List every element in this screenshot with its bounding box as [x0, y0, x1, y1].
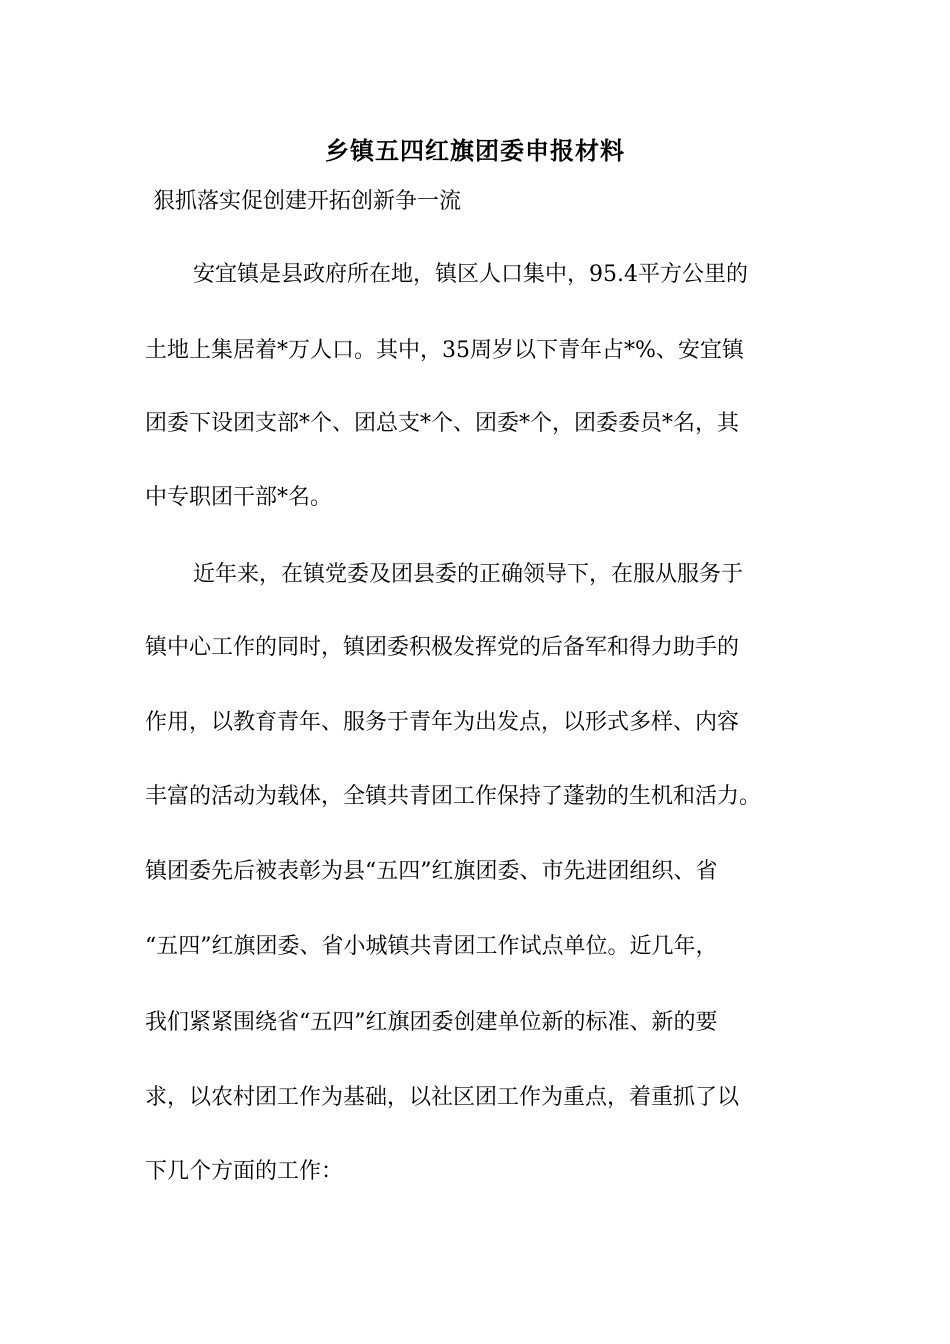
paragraph-line: 镇中心工作的同时，镇团委积极发挥党的后备军和得力助手的: [145, 635, 740, 660]
paragraph-line: 镇团委先后被表彰为县“五四”红旗团委、市先进团组织、省: [145, 859, 718, 884]
paragraph-line: “五四”红旗团委、省小城镇共青团工作试点单位。近几年，: [145, 934, 718, 959]
paragraph-line: 求，以农村团工作为基础，以社区团工作为重点，着重抓了以: [145, 1085, 740, 1110]
paragraph-line: 中专职团干部*名。: [145, 485, 333, 510]
paragraph-line: 团委下设团支部*个、团总支*个、团委*个，团委委员*名，其: [145, 411, 740, 436]
paragraph-line: 土地上集居着*万人口。其中，35周岁以下青年占*%、安宜镇: [145, 338, 744, 363]
paragraph-line: 我们紧紧围绕省“五四”红旗团委创建单位新的标准、新的要: [145, 1010, 718, 1035]
paragraph-line: 作用，以教育青年、服务于青年为出发点，以形式多样、内容: [145, 710, 740, 735]
document-subtitle: 狠抓落实促创建开拓创新争一流: [153, 189, 462, 214]
paragraph-line: 安宜镇是县政府所在地，镇区人口集中，95.4平方公里的: [193, 262, 748, 287]
paragraph-line: 下几个方面的工作：: [145, 1159, 344, 1184]
paragraph-line: 丰富的活动为载体，全镇共青团工作保持了蓬勃的生机和活力。: [145, 784, 762, 809]
document-title: 乡镇五四红旗团委申报材料: [325, 136, 625, 165]
paragraph-line: 近年来，在镇党委及团县委的正确领导下，在服从服务于: [193, 562, 744, 587]
